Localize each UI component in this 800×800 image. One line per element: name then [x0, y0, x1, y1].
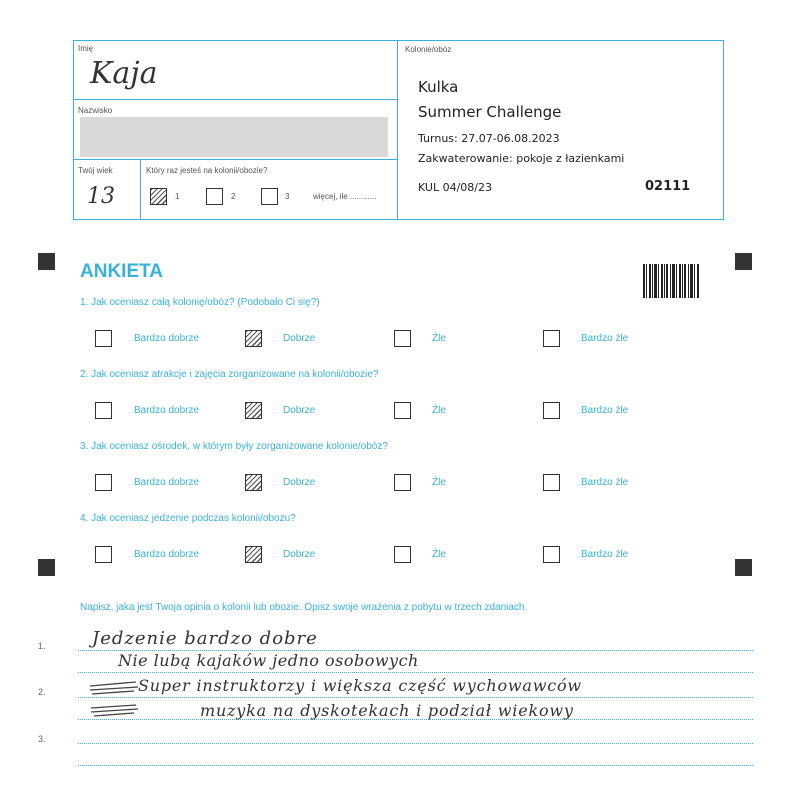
- camp-name-line-1: Kulka: [418, 78, 459, 96]
- q1-option-zle-label: Źle: [432, 333, 446, 344]
- question-3-text: 3. Jak oceniasz ośrodek, w którym były zorganizowane kolonie/obóz?: [80, 441, 388, 452]
- q1-option-dobrze-label: Dobrze: [283, 333, 316, 344]
- name-value: Kaja: [90, 56, 158, 91]
- times-label: Który raz jesteś na kolonii/obozie?: [146, 166, 268, 175]
- form-number: 02111: [645, 179, 691, 194]
- q2-option-zle-label: Źle: [432, 405, 446, 416]
- q1-option-bardzo-zle-checkbox[interactable]: [543, 330, 560, 347]
- question-2-text: 2. Jak oceniasz atrakcje i zajęcia zorganizowane na kolonii/obozie?: [80, 369, 379, 380]
- q4-option-bardzo-zle-checkbox[interactable]: [543, 546, 560, 563]
- camp-code: KUL 04/08/23: [418, 181, 492, 194]
- accommodation: Zakwaterowanie: pokoje z łazienkami: [418, 152, 625, 165]
- answer-text-1: Jedzenie bardzo dobre: [92, 628, 318, 649]
- corner-marker-top-right: [735, 253, 752, 270]
- q1-option-bardzo-dobrze-label: Bardzo dobrze: [134, 333, 200, 344]
- q2-option-bardzo-dobrze-checkbox[interactable]: [95, 402, 112, 419]
- age-label: Twój wiek: [78, 166, 113, 175]
- q3-option-zle-checkbox[interactable]: [394, 474, 411, 491]
- times-option-3: 3: [285, 192, 290, 201]
- q3-option-zle-label: Źle: [432, 477, 446, 488]
- q2-option-bardzo-zle-label: Bardzo źle: [581, 405, 629, 416]
- q1-option-zle-checkbox[interactable]: [394, 330, 411, 347]
- q3-option-bardzo-zle-label: Bardzo źle: [581, 477, 629, 488]
- q4-option-bardzo-dobrze-label: Bardzo dobrze: [134, 549, 200, 560]
- header-divider: [397, 40, 398, 220]
- corner-marker-bottom-left: [38, 559, 55, 576]
- q4-option-zle-label: Źle: [432, 549, 446, 560]
- q2-option-bardzo-zle-checkbox[interactable]: [543, 402, 560, 419]
- answer-line-3b: [78, 765, 753, 766]
- surname-label: Nazwisko: [78, 106, 113, 115]
- age-divider: [140, 159, 141, 220]
- q2-option-dobrze-label: Dobrze: [283, 405, 316, 416]
- q2-option-dobrze-checkbox[interactable]: [245, 402, 262, 419]
- times-option-2: 2: [231, 192, 236, 201]
- answer-text-4: muzyka na dyskotekach i podział wiekowy: [200, 701, 574, 720]
- times-checkbox-1[interactable]: [150, 188, 167, 205]
- surname-redacted: [80, 117, 388, 157]
- times-more-label: więcej, ile ............: [313, 192, 377, 201]
- q4-option-dobrze-checkbox[interactable]: [245, 546, 262, 563]
- line-number-2: 2.: [38, 687, 46, 697]
- answer-line-3: [78, 743, 753, 744]
- camp-label: Kolonie/obóz: [405, 45, 452, 54]
- name-row-divider: [73, 99, 398, 100]
- q4-option-zle-checkbox[interactable]: [394, 546, 411, 563]
- age-value: 13: [87, 184, 115, 209]
- times-option-1: 1: [175, 192, 180, 201]
- q4-option-bardzo-dobrze-checkbox[interactable]: [95, 546, 112, 563]
- times-checkbox-3[interactable]: [261, 188, 278, 205]
- corner-marker-top-left: [38, 253, 55, 270]
- q3-option-dobrze-label: Dobrze: [283, 477, 316, 488]
- turnus: Turnus: 27.07-06.08.2023: [418, 132, 560, 145]
- times-checkbox-2[interactable]: [206, 188, 223, 205]
- q4-option-dobrze-label: Dobrze: [283, 549, 316, 560]
- q3-option-dobrze-checkbox[interactable]: [245, 474, 262, 491]
- corner-marker-bottom-right: [735, 559, 752, 576]
- camp-name-line-2: Summer Challenge: [418, 103, 562, 121]
- answer-text-3: Super instruktorzy i większa część wychowawców: [138, 676, 582, 695]
- question-4-text: 4. Jak oceniasz jedzenie podczas kolonii/obozu?: [80, 513, 296, 524]
- q3-option-bardzo-zle-checkbox[interactable]: [543, 474, 560, 491]
- line-number-3: 3.: [38, 734, 46, 744]
- answer-line-2: [78, 697, 753, 698]
- opinion-prompt: Napisz, jaka jest Twoja opinia o kolonii lub obozie. Opisz swoje wrażenia z pobytu w trzech zdaniach.: [80, 602, 528, 613]
- barcode: [643, 264, 699, 298]
- question-1-text: 1. Jak oceniasz całą kolonię/obóz? (Podobało Ci się?): [80, 297, 320, 308]
- answer-line-1b: [78, 672, 753, 673]
- q2-option-zle-checkbox[interactable]: [394, 402, 411, 419]
- q3-option-bardzo-dobrze-label: Bardzo dobrze: [134, 477, 200, 488]
- q1-option-bardzo-zle-label: Bardzo źle: [581, 333, 629, 344]
- q1-option-dobrze-checkbox[interactable]: [245, 330, 262, 347]
- surname-row-divider: [73, 159, 398, 160]
- survey-title: ANKIETA: [80, 261, 164, 282]
- q3-option-bardzo-dobrze-checkbox[interactable]: [95, 474, 112, 491]
- q4-option-bardzo-zle-label: Bardzo źle: [581, 549, 629, 560]
- q1-option-bardzo-dobrze-checkbox[interactable]: [95, 330, 112, 347]
- line-number-1: 1.: [38, 641, 46, 651]
- answer-text-2: Nie lubą kajaków jedno osobowych: [118, 651, 419, 670]
- scribble-strikeout: [88, 678, 140, 718]
- name-label: Imię: [78, 44, 94, 53]
- q2-option-bardzo-dobrze-label: Bardzo dobrze: [134, 405, 200, 416]
